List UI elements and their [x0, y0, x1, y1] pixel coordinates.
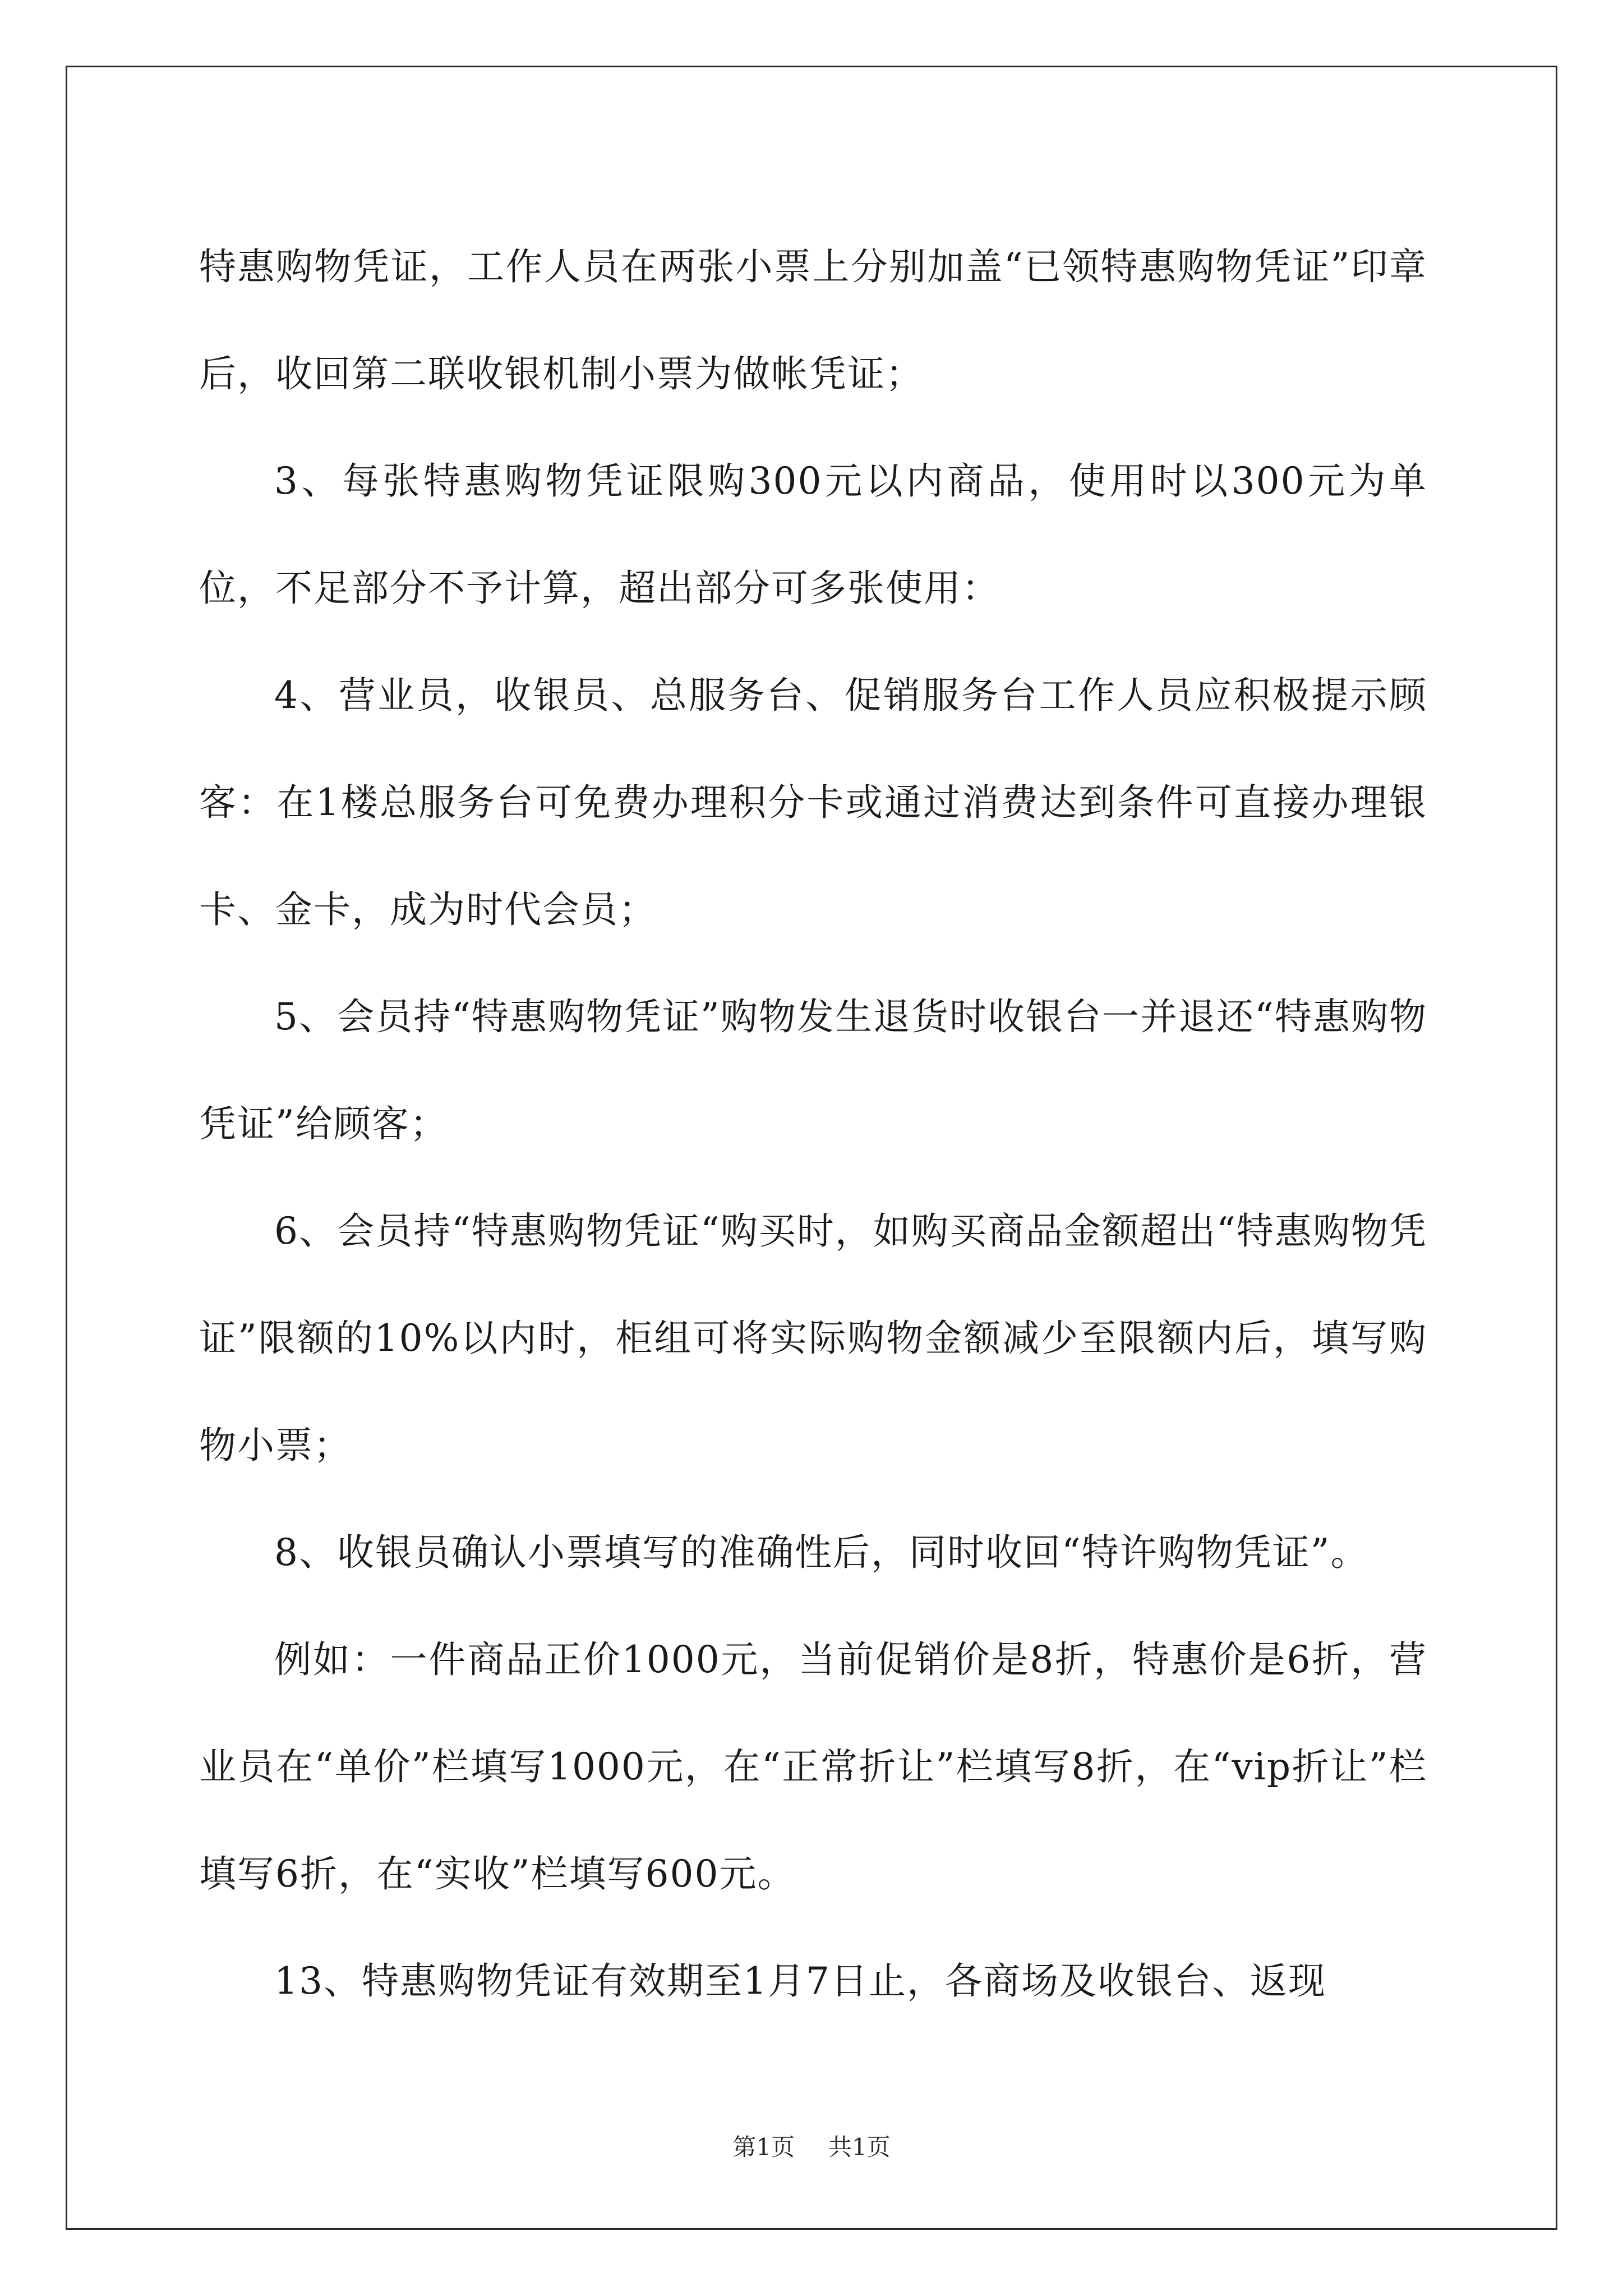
paragraph-3: 4、营业员，收银员、总服务台、促销服务台工作人员应积极提示顾客：在1楼总服务台可免费办理积分卡或通过消费达到条件可直接办理银卡、金卡，成为时代会员；: [199, 674, 1427, 931]
paragraph-2: 3、每张特惠购物凭证限购300元以内商品，使用时以300元为单位，不足部分不予计算，超出部分可多张使用：: [199, 459, 1427, 610]
paragraph-5: 6、会员持“特惠购物凭证“购买时，如购买商品金额超出“特惠购物凭证”限额的10%以内时，柜组可将实际购物金额减少至限额内后，填写购物小票；: [199, 1209, 1427, 1467]
paragraph-8: 13、特惠购物凭证有效期至1月7日止，各商场及收银台、返现: [274, 1959, 1326, 2003]
page-number: 第1页: [732, 2133, 795, 2161]
page-total: 共1页: [828, 2133, 891, 2161]
page-footer: [0, 2131, 1623, 2164]
paragraph-4: 5、会员持“特惠购物凭证”购物发生退货时收银台一并退还“特惠购物凭证”给顾客；: [199, 995, 1427, 1145]
document-body: [199, 213, 1427, 2035]
paragraph-6: 8、收银员确认小票填写的准确性后，同时收回“特许购物凭证”。: [274, 1531, 1369, 1574]
paragraph-7: 例如：一件商品正价1000元，当前促销价是8折，特惠价是6折，营业员在“单价”栏填写1000元，在“正常折让”栏填写8折，在“vip折让”栏填写6折，在“实收”栏填写600元。: [199, 1638, 1427, 1895]
paragraph-1: 特惠购物凭证，工作人员在两张小票上分别加盖“已领特惠购物凭证”印章后，收回第二联收银机制小票为做帐凭证；: [199, 245, 1427, 395]
